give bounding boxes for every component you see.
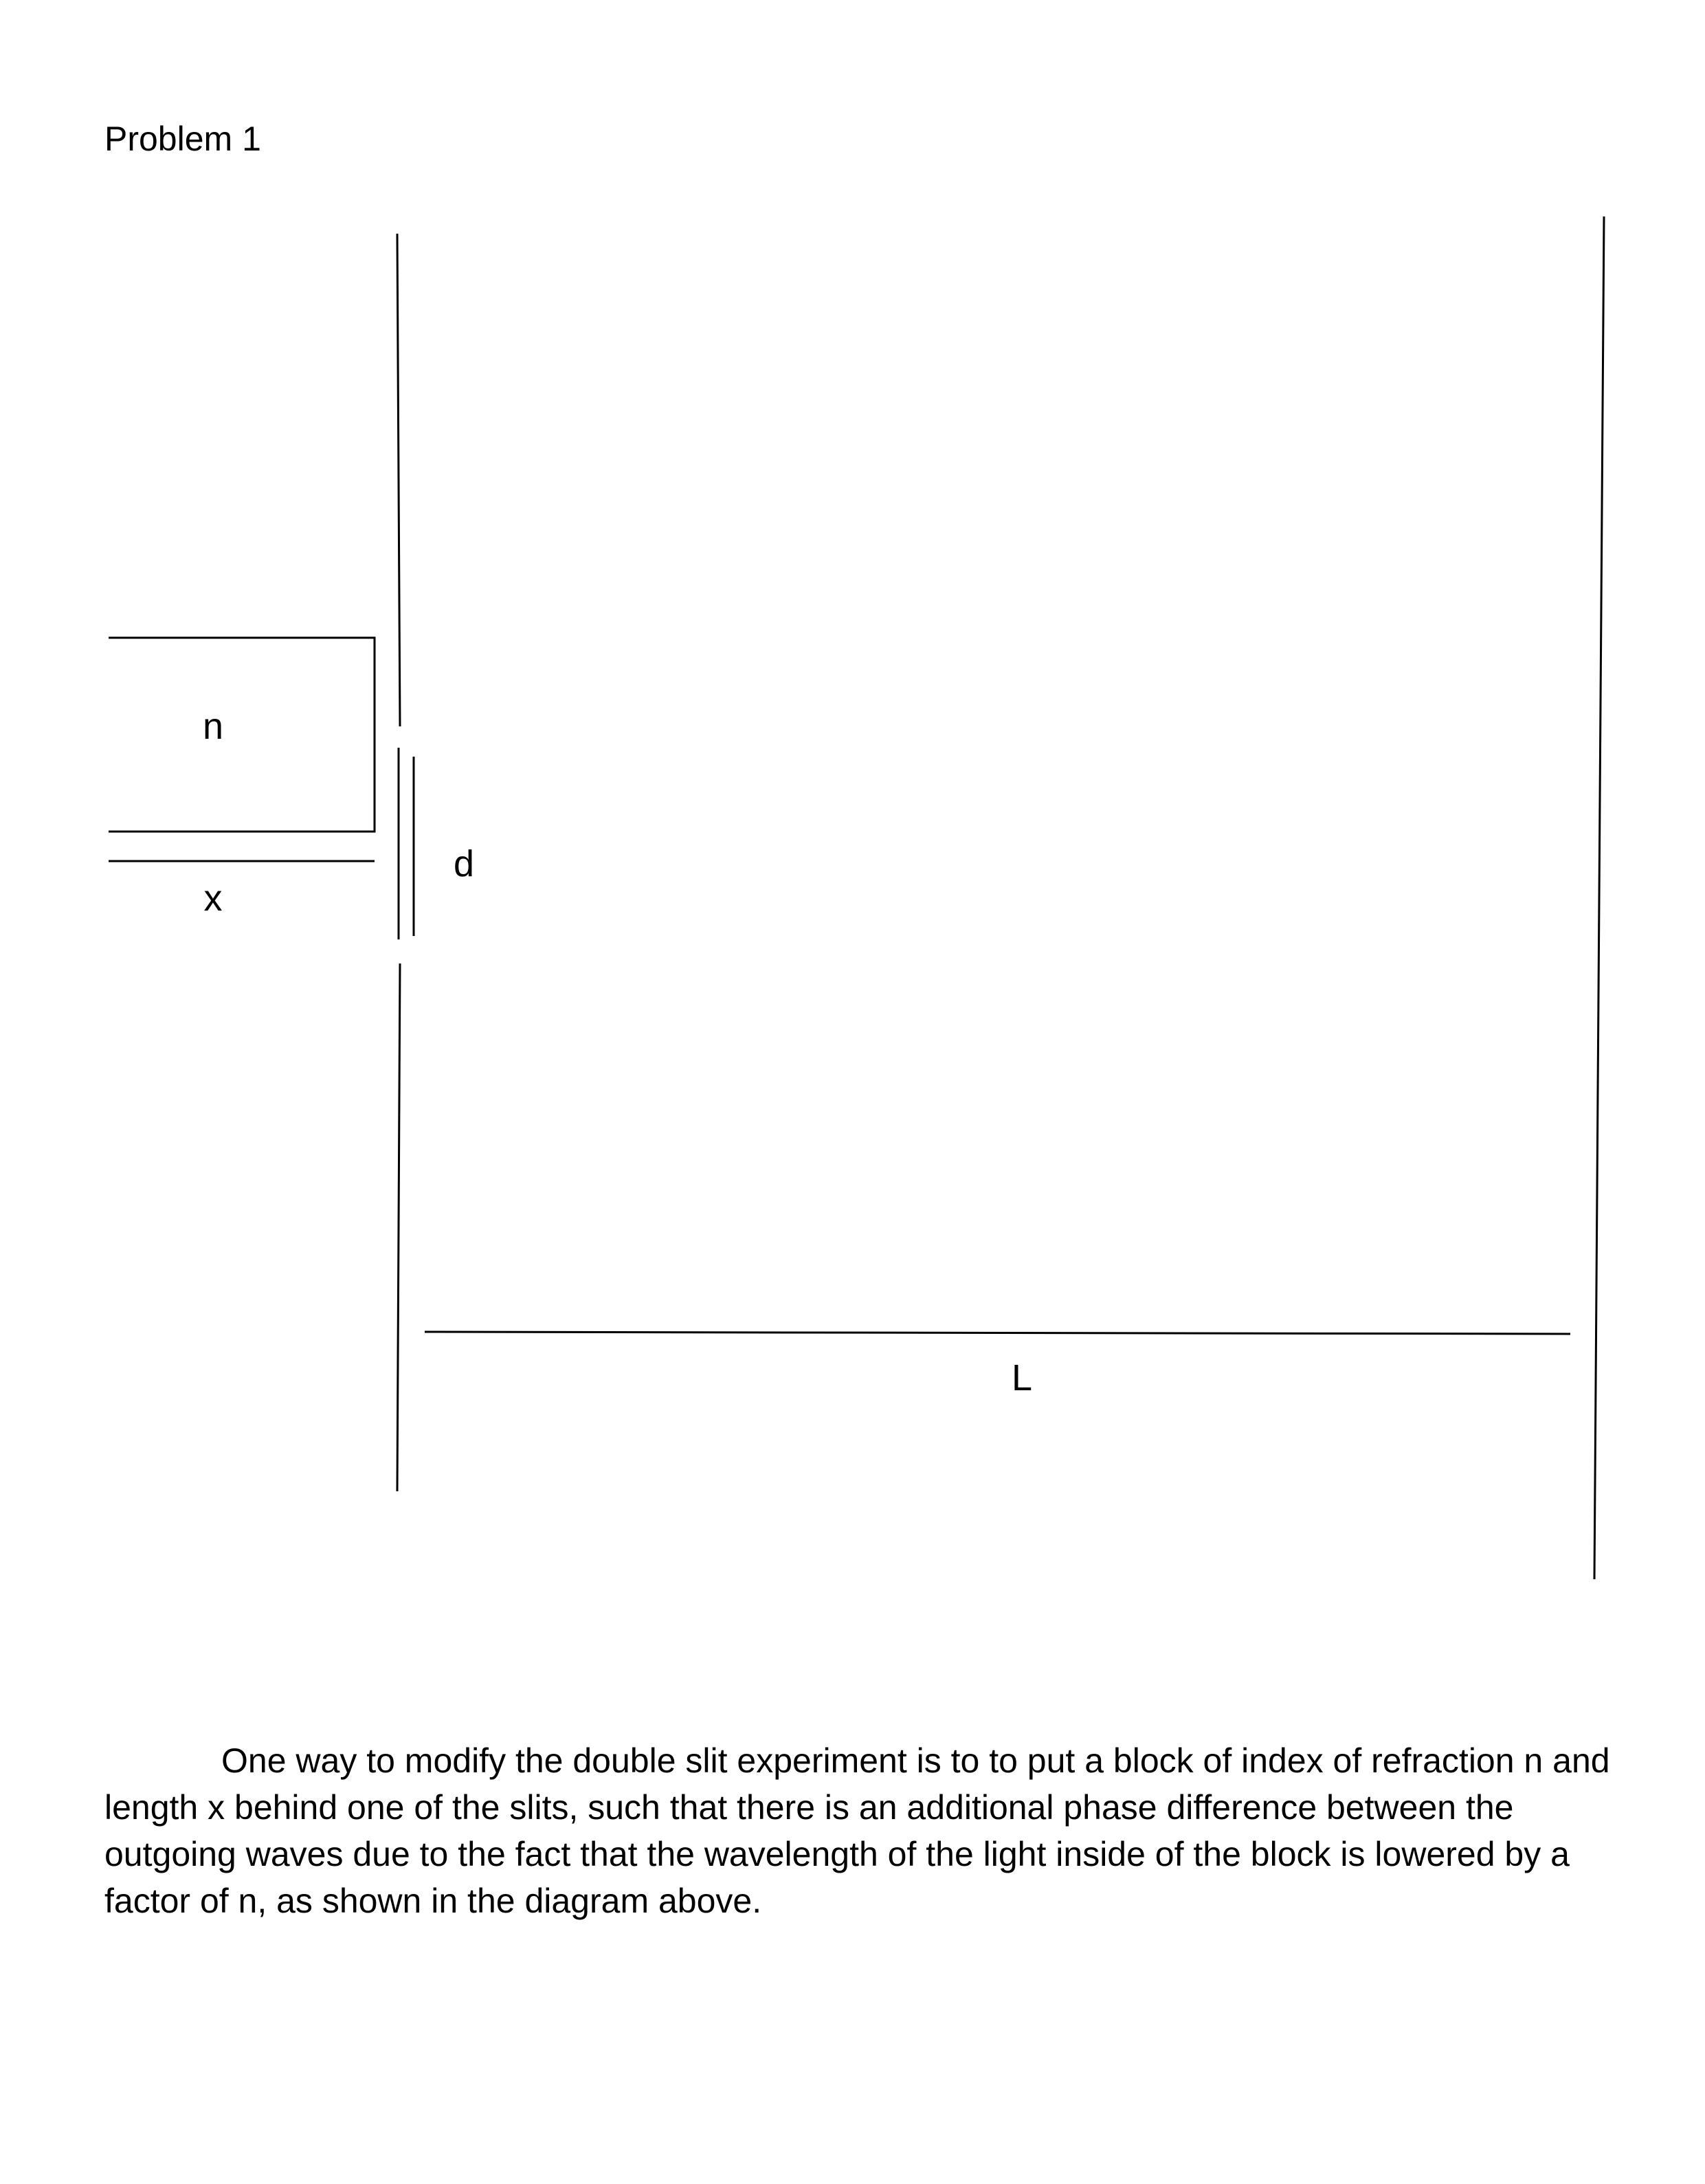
screen-line bbox=[1594, 216, 1604, 1579]
label-L: L bbox=[1011, 1357, 1033, 1399]
label-d: d bbox=[453, 843, 475, 884]
distance-L-line bbox=[425, 1332, 1570, 1334]
refraction-block bbox=[109, 638, 375, 832]
problem-description: One way to modify the double slit experiment is to to put a block of index of refraction n and length x behind one of the slits, such that there is an additional phase difference between the outgoing waves due to the fact that the wavelength of the light inside of the block is lowered by a factor of n, as shown in the diagram above. bbox=[104, 1741, 1610, 1920]
barrier-lower bbox=[397, 963, 400, 1491]
barrier-upper bbox=[397, 234, 400, 726]
label-n: n bbox=[202, 706, 224, 747]
label-x: x bbox=[203, 878, 223, 919]
problem-heading: Problem 1 bbox=[104, 120, 261, 158]
